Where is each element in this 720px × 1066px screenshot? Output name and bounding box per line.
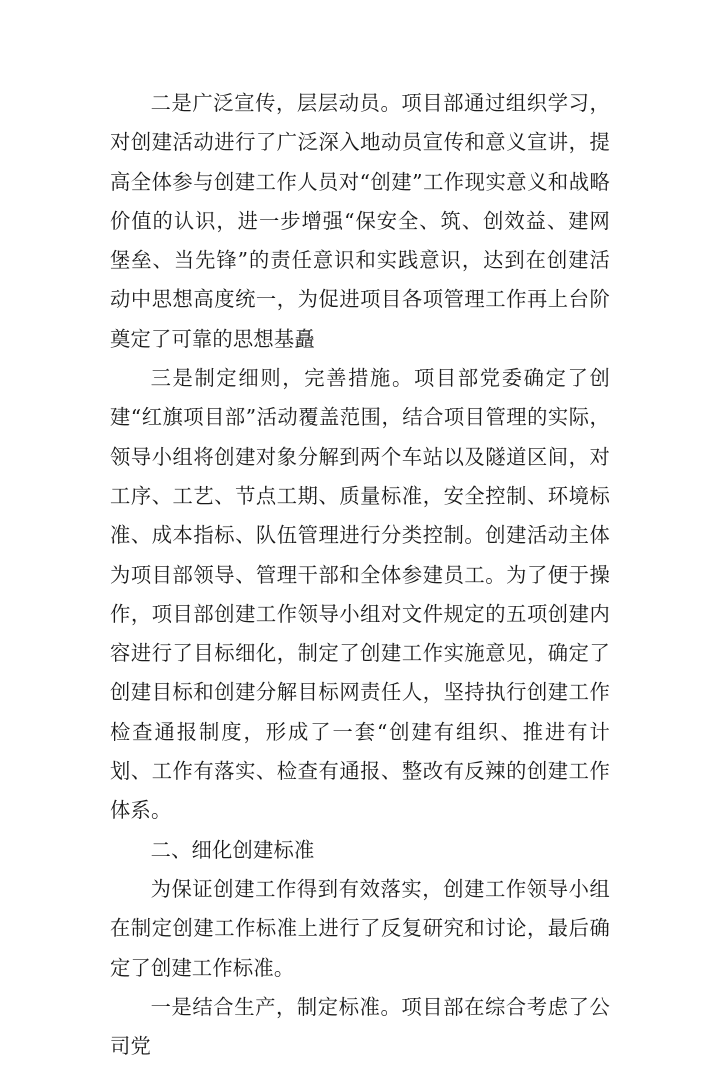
paragraph-propaganda: 二是广泛宣传，层层动员。项目部通过组织学习，对创建活动进行了广泛深入地动员宣传和意义宣讲，提高全体参与创建工作人员对“创建”工作现实意义和战略价值的认识，进一步增强“保安全、筑、创效益、建网堡垒、当先锋”的责任意识和实践意识，达到在创建活动中思想高度统一，为促进项目各项管理工作再上台阶奠定了可靠的思想基矗	[110, 91, 610, 351]
paragraph-production: 一是结合生产，制定标准。项目部在综合考虑了公司党	[110, 994, 610, 1059]
paragraph-standards-intro: 为保证创建工作得到有效落实，创建工作领导小组在制定创建工作标准上进行了反复研究和讨论，最后确定了创建工作标准。	[110, 876, 610, 980]
section-heading: 二、细化创建标准	[150, 837, 315, 862]
document-body	[110, 84, 610, 1066]
paragraph-rules: 三是制定细则，完善措施。项目部党委确定了创建“红旗项目部”活动覆盖范围，结合项目管理的实际，领导小组将创建对象分解到两个车站以及隧道区间，对工序、工艺、节点工期、质量标准，安全控制、环境标准、成本指标、队伍管理进行分类控制。创建活动主体为项目部领导、管理干部和全体参建员工。为了便于操作，项目部创建工作领导小组对文件规定的五项创建内容进行了目标细化，制定了创建工作实施意见，确定了创建目标和创建分解目标网责任人，坚持执行创建工作检查通报制度，形成了一套“创建有组织、推进有计划、工作有落实、检查有通报、整改有反辣的创建工作体系。	[110, 366, 610, 823]
